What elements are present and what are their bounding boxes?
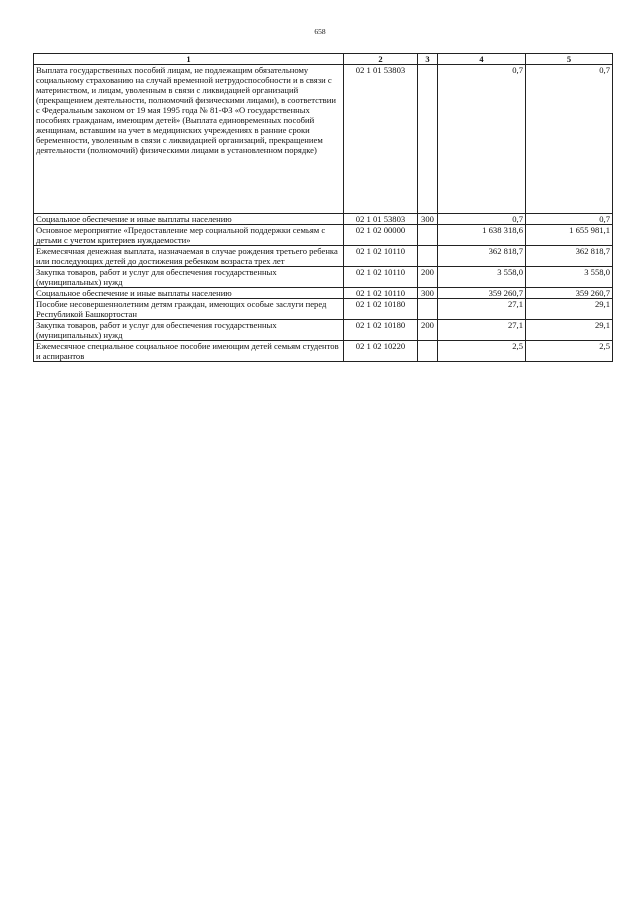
row-value-year1: 27,1 xyxy=(438,299,526,320)
page-number: 658 xyxy=(314,27,326,36)
row-name: Ежемесячное специальное социальное пособие имеющим детей семьям студентов и аспирантов xyxy=(34,341,344,362)
row-value-year2: 362 818,7 xyxy=(526,246,613,267)
row-code: 02 1 01 53803 xyxy=(344,214,418,225)
row-code: 02 1 02 10110 xyxy=(344,267,418,288)
header-col-year1: 4 xyxy=(438,54,526,65)
row-name: Пособие несовершеннолетним детям граждан, имеющих особые заслуги перед Республикой Башкортостан xyxy=(34,299,344,320)
row-name: Социальное обеспечение и иные выплаты населению xyxy=(34,288,344,299)
row-name: Социальное обеспечение и иные выплаты населению xyxy=(34,214,344,225)
table-row xyxy=(34,288,613,299)
row-expense-type xyxy=(418,65,438,214)
row-expense-type xyxy=(418,299,438,320)
row-name: Основное мероприятие «Предоставление мер социальной поддержки семьям с детьми с учетом критериев нуждаемости» xyxy=(34,225,344,246)
row-expense-type: 200 xyxy=(418,320,438,341)
header-col-year2: 5 xyxy=(526,54,613,65)
row-expense-type: 200 xyxy=(418,267,438,288)
row-code: 02 1 02 10110 xyxy=(344,288,418,299)
row-value-year2: 29,1 xyxy=(526,299,613,320)
table-row xyxy=(34,299,613,320)
row-expense-type xyxy=(418,341,438,362)
row-value-year2: 1 655 981,1 xyxy=(526,225,613,246)
table-row xyxy=(34,320,613,341)
table-header-row xyxy=(34,54,613,65)
row-name: Закупка товаров, работ и услуг для обеспечения государственных (муниципальных) нужд xyxy=(34,267,344,288)
row-code: 02 1 02 10110 xyxy=(344,246,418,267)
row-value-year1: 0,7 xyxy=(438,65,526,214)
row-expense-type xyxy=(418,246,438,267)
header-col-name: 1 xyxy=(34,54,344,65)
row-value-year2: 3 558,0 xyxy=(526,267,613,288)
budget-table xyxy=(33,53,613,362)
row-code: 02 1 02 10180 xyxy=(344,320,418,341)
table-row xyxy=(34,214,613,225)
row-code: 02 1 02 10180 xyxy=(344,299,418,320)
row-name: Выплата государственных пособий лицам, не подлежащим обязательному социальному страхованию на случай временной нетрудоспособности и в связи с материнством, и лицам, уволенным в связи с ликвидацией организаций (прекращением деятельности, полномочий физическими лицами), в соответствии с Федеральным законом от 19 мая 1995 года № 81-ФЗ «О государственных пособиях гражданам, имеющим детей» (Выплата единовременных пособий женщинам, вставшим на учет в медицинских учреждениях в ранние сроки беременности, уволенным в связи с ликвидацией организаций, прекращением деятельности (полномочий) физическими лицами в установленном порядке) xyxy=(34,65,344,214)
row-code: 02 1 02 10220 xyxy=(344,341,418,362)
row-value-year1: 3 558,0 xyxy=(438,267,526,288)
row-value-year2: 29,1 xyxy=(526,320,613,341)
row-value-year2: 0,7 xyxy=(526,214,613,225)
row-value-year1: 0,7 xyxy=(438,214,526,225)
row-value-year2: 359 260,7 xyxy=(526,288,613,299)
row-value-year1: 1 638 318,6 xyxy=(438,225,526,246)
table-row xyxy=(34,246,613,267)
row-value-year1: 359 260,7 xyxy=(438,288,526,299)
row-value-year1: 27,1 xyxy=(438,320,526,341)
row-value-year2: 0,7 xyxy=(526,65,613,214)
row-value-year1: 362 818,7 xyxy=(438,246,526,267)
row-expense-type: 300 xyxy=(418,288,438,299)
row-expense-type xyxy=(418,225,438,246)
row-value-year1: 2,5 xyxy=(438,341,526,362)
table-row xyxy=(34,267,613,288)
row-code: 02 1 02 00000 xyxy=(344,225,418,246)
header-col-vr: 3 xyxy=(418,54,438,65)
row-expense-type: 300 xyxy=(418,214,438,225)
table-row xyxy=(34,225,613,246)
table-row xyxy=(34,341,613,362)
row-name: Закупка товаров, работ и услуг для обеспечения государственных (муниципальных) нужд xyxy=(34,320,344,341)
table-row xyxy=(34,65,613,214)
row-name: Ежемесячная денежная выплата, назначаемая в случае рождения третьего ребенка или последующих детей до достижения ребенком возраста трех лет xyxy=(34,246,344,267)
header-col-code: 2 xyxy=(344,54,418,65)
row-code: 02 1 01 53803 xyxy=(344,65,418,214)
row-value-year2: 2,5 xyxy=(526,341,613,362)
